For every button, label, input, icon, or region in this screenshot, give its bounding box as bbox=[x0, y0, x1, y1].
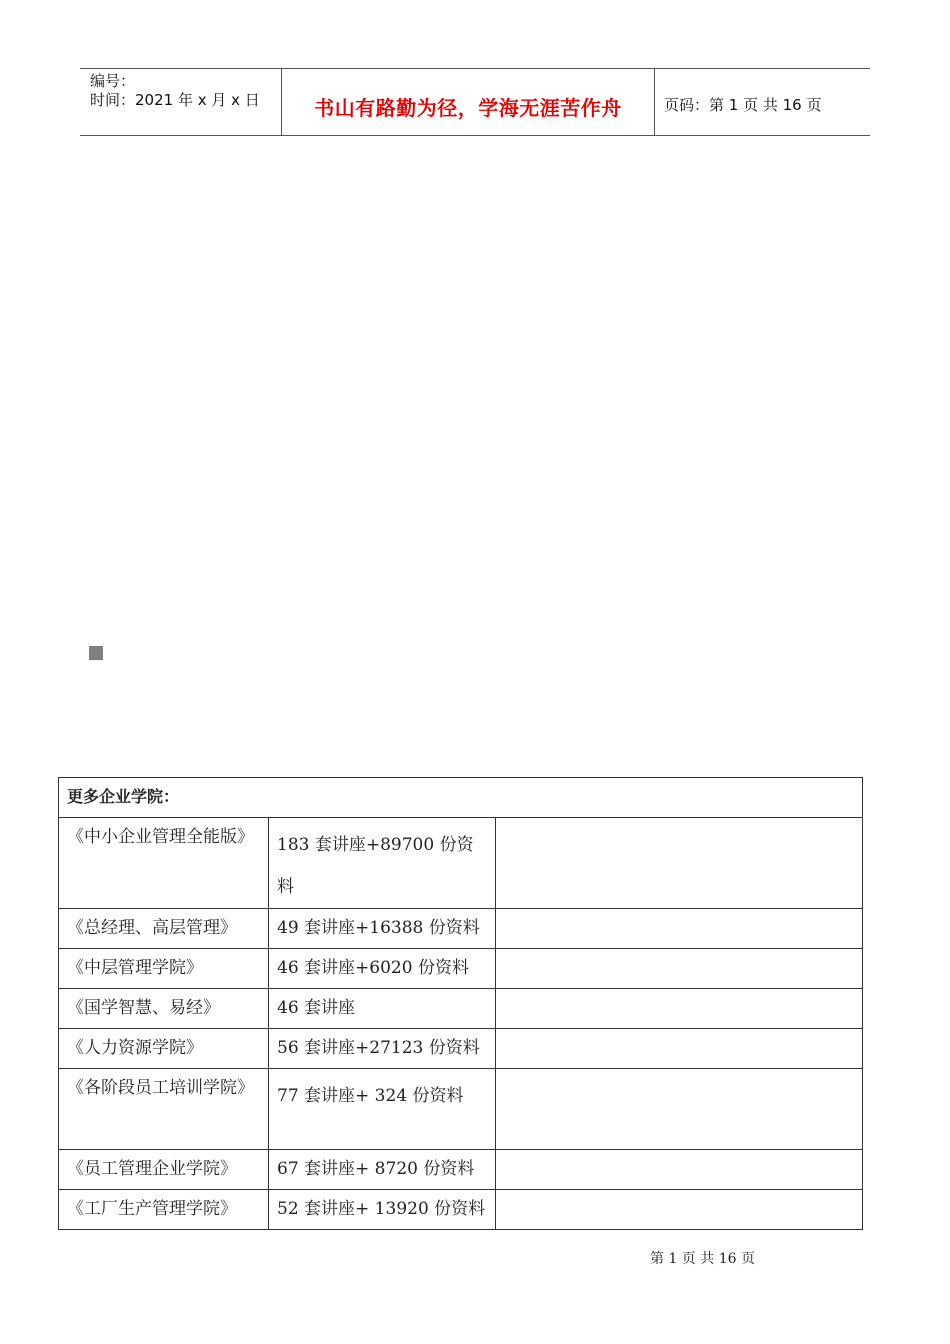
course-extra bbox=[496, 909, 863, 949]
course-detail: 77 套讲座+ 324 份资料 bbox=[269, 1069, 496, 1150]
table-row bbox=[59, 1190, 863, 1230]
course-extra bbox=[496, 1029, 863, 1069]
course-name: 《总经理、高层管理》 bbox=[59, 909, 269, 949]
course-name: 《人力资源学院》 bbox=[59, 1029, 269, 1069]
course-extra bbox=[496, 989, 863, 1029]
course-detail: 52 套讲座+ 13920 份资料 bbox=[269, 1190, 496, 1230]
course-detail: 46 套讲座 bbox=[269, 989, 496, 1029]
header-divider-right bbox=[654, 68, 655, 136]
course-detail: 46 套讲座+6020 份资料 bbox=[269, 949, 496, 989]
header-page-indicator: 页码：第 1 页 共 16 页 bbox=[664, 96, 822, 114]
header-meta bbox=[90, 72, 260, 110]
document-time-label: 时间：2021 年 x 月 x 日 bbox=[90, 91, 260, 109]
table-row bbox=[59, 989, 863, 1029]
course-detail: 49 套讲座+16388 份资料 bbox=[269, 909, 496, 949]
table-row bbox=[59, 909, 863, 949]
course-name: 《中层管理学院》 bbox=[59, 949, 269, 989]
table-title: 更多企业学院： bbox=[59, 778, 863, 818]
course-extra bbox=[496, 949, 863, 989]
bullet-square-icon bbox=[89, 646, 103, 660]
course-name: 《员工管理企业学院》 bbox=[59, 1150, 269, 1190]
course-extra bbox=[496, 1190, 863, 1230]
table-row bbox=[59, 1150, 863, 1190]
course-name: 《国学智慧、易经》 bbox=[59, 989, 269, 1029]
course-detail: 56 套讲座+27123 份资料 bbox=[269, 1029, 496, 1069]
course-extra bbox=[496, 818, 863, 909]
table-row bbox=[59, 949, 863, 989]
table-row bbox=[59, 1069, 863, 1150]
footer-page-number: 第 1 页 共 16 页 bbox=[650, 1251, 755, 1267]
table-row bbox=[59, 818, 863, 909]
header-motto: 书山有路勤为径，学海无涯苦作舟 bbox=[314, 96, 622, 120]
course-detail: 67 套讲座+ 8720 份资料 bbox=[269, 1150, 496, 1190]
course-extra bbox=[496, 1069, 863, 1150]
header-bottom-rule bbox=[80, 135, 870, 136]
header-top-rule bbox=[80, 68, 870, 69]
course-detail: 183 套讲座+89700 份资料 bbox=[269, 818, 496, 909]
course-name: 《中小企业管理全能版》 bbox=[59, 818, 269, 909]
table-row bbox=[59, 1029, 863, 1069]
document-number-label: 编号： bbox=[90, 72, 136, 90]
course-extra bbox=[496, 1150, 863, 1190]
course-name: 《工厂生产管理学院》 bbox=[59, 1190, 269, 1230]
course-name: 《各阶段员工培训学院》 bbox=[59, 1069, 269, 1150]
academy-table bbox=[58, 777, 863, 1230]
